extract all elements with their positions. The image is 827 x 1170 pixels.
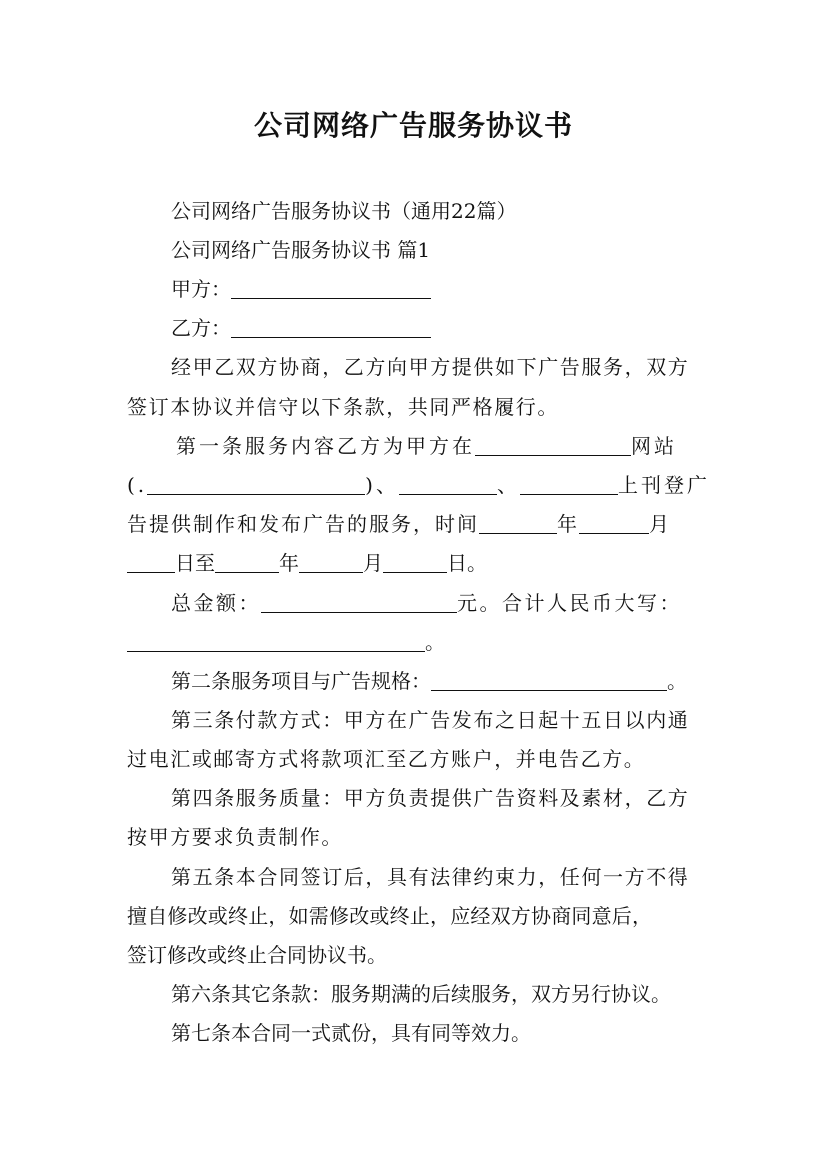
amount-in-words-blank <box>127 631 425 652</box>
article-1-line-2 <box>127 471 710 499</box>
article-3-line-2: 过电汇或邮寄方式将款项汇至乙方账户，并电告乙方。 <box>127 747 646 771</box>
subtitle: 公司网络广告服务协议书（通用22篇） <box>171 199 517 223</box>
document-title: 公司网络广告服务协议书 <box>253 109 573 142</box>
article-4-line-2: 按甲方要求负责制作。 <box>127 825 343 849</box>
intro-line-1: 经甲乙双方协商，乙方向甲方提供如下广告服务，双方 <box>171 355 690 379</box>
end-month-blank <box>299 552 363 573</box>
total-label: 总金额： <box>171 591 261 615</box>
article-1-line-1 <box>176 432 677 460</box>
article-4-line-1: 第四条服务质量：甲方负责提供广告资料及素材，乙方 <box>171 786 690 810</box>
party-a-label: 甲方： <box>171 277 231 301</box>
article-5-line-3: 签订修改或终止合同协议书。 <box>127 943 387 967</box>
end-day-label: 日。 <box>447 551 487 575</box>
day-to-label: 日至 <box>175 551 215 575</box>
article-5-line-1: 第五条本合同签订后，具有法律约束力，任何一方不得 <box>171 865 690 889</box>
intro-line-2: 签订本协议并信守以下条款，共同严格履行。 <box>127 395 559 419</box>
article-1-text-a: 第一条服务内容乙方为甲方在 <box>176 434 475 458</box>
article-5-line-2: 擅自修改或终止，如需修改或终止，应经双方协商同意后， <box>127 904 653 928</box>
ad-spec-blank <box>431 670 667 691</box>
end-year-label: 年 <box>279 551 299 575</box>
domain-blank <box>147 474 365 495</box>
article-3-line-1: 第三条付款方式：甲方在广告发布之日起十五日以内通 <box>171 708 690 732</box>
total-amount-line <box>171 589 682 617</box>
end-month-label: 月 <box>363 551 383 575</box>
website-blank <box>475 435 631 456</box>
end-year-blank <box>215 552 279 573</box>
article-7-line: 第七条本合同一式贰份，具有同等效力。 <box>171 1021 531 1045</box>
party-a-line <box>171 275 431 303</box>
article-1-line-3 <box>127 510 671 538</box>
year-label: 年 <box>557 512 579 536</box>
article-2-end: 。 <box>667 669 687 693</box>
placement-blank-1 <box>399 474 497 495</box>
total-yuan-label: 元。合计人民币大写： <box>457 591 682 615</box>
chapter-heading: 公司网络广告服务协议书 篇1 <box>171 238 431 262</box>
amount-period: 。 <box>425 630 445 654</box>
article-1-line-4 <box>127 549 487 577</box>
article-2-text: 第二条服务项目与广告规格： <box>171 669 431 693</box>
article-6-line: 第六条其它条款：服务期满的后续服务，双方另行协议。 <box>171 982 671 1006</box>
start-year-blank <box>479 513 557 534</box>
end-day-blank <box>383 552 447 573</box>
start-month-blank <box>579 513 649 534</box>
article-2-line <box>171 667 687 695</box>
party-b-label: 乙方： <box>171 316 231 340</box>
article-1-text-f: 上刊登广 <box>617 473 710 497</box>
article-1-text-g: 告提供制作和发布广告的服务，时间 <box>127 512 479 536</box>
total-amount-blank <box>261 592 457 613</box>
article-1-text-b: 网站 <box>631 434 677 458</box>
amount-in-words-line <box>127 628 445 656</box>
party-a-blank <box>231 278 431 299</box>
placement-blank-2 <box>520 474 618 495</box>
article-1-text-c: (. <box>127 473 148 497</box>
month-label: 月 <box>649 512 671 536</box>
party-b-line <box>171 314 431 342</box>
article-1-text-d: )、 <box>365 473 399 497</box>
article-1-text-e: 、 <box>496 473 520 497</box>
party-b-blank <box>231 317 431 338</box>
start-day-blank <box>127 552 175 573</box>
